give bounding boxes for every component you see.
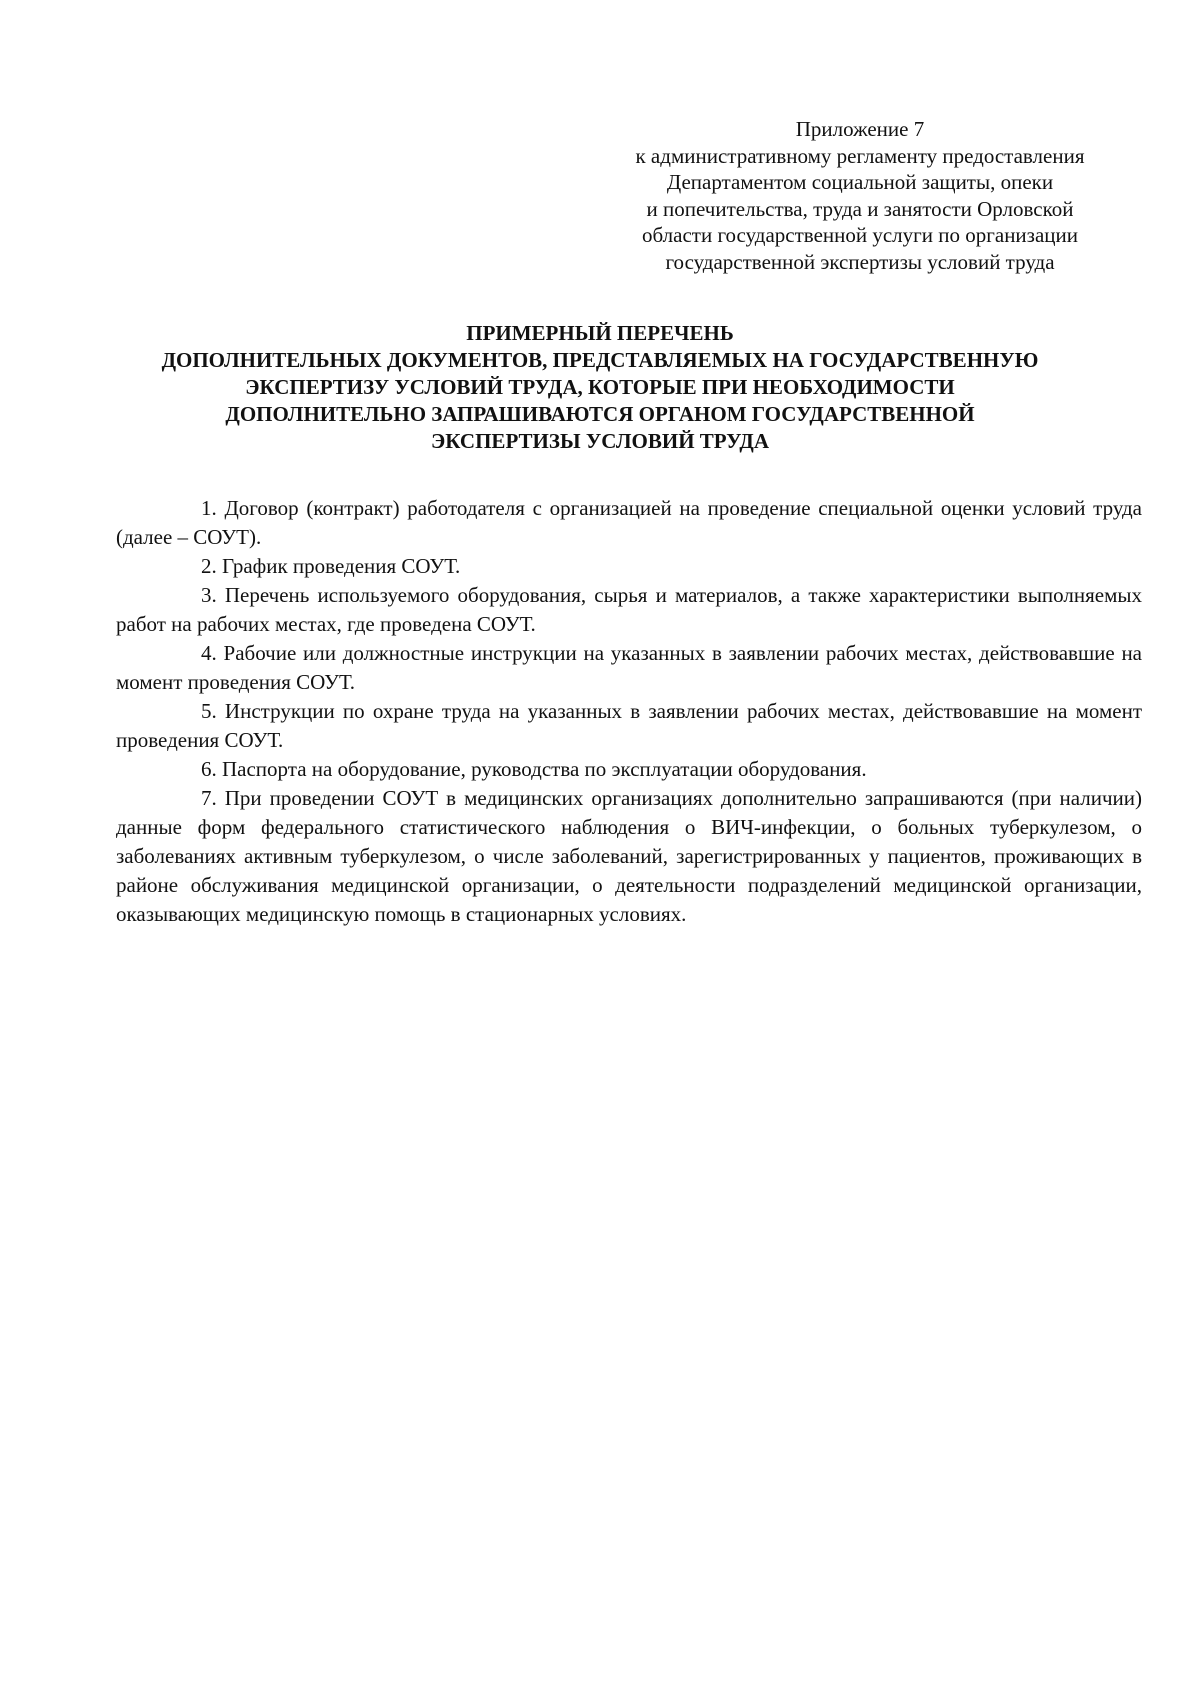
document-title — [60, 320, 1140, 455]
appendix-header — [600, 116, 1120, 275]
list-item: 1. Договор (контракт) работодателя с организацией на проведение специальной оценки условий труда (далее – СОУТ). — [116, 496, 1142, 549]
title-line: ДОПОЛНИТЕЛЬНО ЗАПРАШИВАЮТСЯ ОРГАНОМ ГОСУДАРСТВЕННОЙ — [225, 402, 975, 426]
list-item: 5. Инструкции по охране труда на указанных в заявлении рабочих местах, действовавшие на момент проведения СОУТ. — [116, 699, 1142, 752]
title-line: ПРИМЕРНЫЙ ПЕРЕЧЕНЬ — [466, 321, 734, 345]
list-item: 7. При проведении СОУТ в медицинских организациях дополнительно запрашиваются (при наличии) данные форм федерального статистического наблюдения о ВИЧ-инфекции, о больных туберкулезом, о заболеваниях активным туберкулезом, о числе заболеваний, зарегистрированных у пациентов, проживающих в районе обслуживания медицинской организации, о деятельности подразделений медицинской организации, оказывающих медицинскую помощь в стационарных условиях. — [116, 786, 1142, 926]
title-line: ДОПОЛНИТЕЛЬНЫХ ДОКУМЕНТОВ, ПРЕДСТАВЛЯЕМЫХ НА ГОСУДАРСТВЕННУЮ — [161, 348, 1039, 372]
appendix-number: Приложение 7 — [795, 117, 925, 141]
appendix-reference-line: к административному регламенту предоставления — [635, 143, 1085, 168]
list-item: 2. График проведения СОУТ. — [201, 554, 461, 578]
appendix-reference-line: Департаментом социальной защиты, опеки — [666, 170, 1054, 194]
list-item: 3. Перечень используемого оборудования, сырья и материалов, а также характеристики выполняемых работ на рабочих местах, где проведена СОУТ. — [116, 583, 1142, 636]
document-list — [116, 494, 1142, 929]
list-item: 4. Рабочие или должностные инструкции на указанных в заявлении рабочих местах, действовавшие на момент проведения СОУТ. — [116, 641, 1142, 694]
appendix-reference-line: и попечительства, труда и занятости Орловской — [646, 196, 1074, 221]
title-line: ЭКСПЕРТИЗУ УСЛОВИЙ ТРУДА, КОТОРЫЕ ПРИ НЕОБХОДИМОСТИ — [245, 375, 955, 399]
title-line: ЭКСПЕРТИЗЫ УСЛОВИЙ ТРУДА — [430, 429, 769, 453]
appendix-reference-line: области государственной услуги по организации — [642, 223, 1078, 247]
list-item: 6. Паспорта на оборудование, руководства по эксплуатации оборудования. — [201, 757, 867, 781]
appendix-reference-line: государственной экспертизы условий труда — [665, 249, 1055, 274]
